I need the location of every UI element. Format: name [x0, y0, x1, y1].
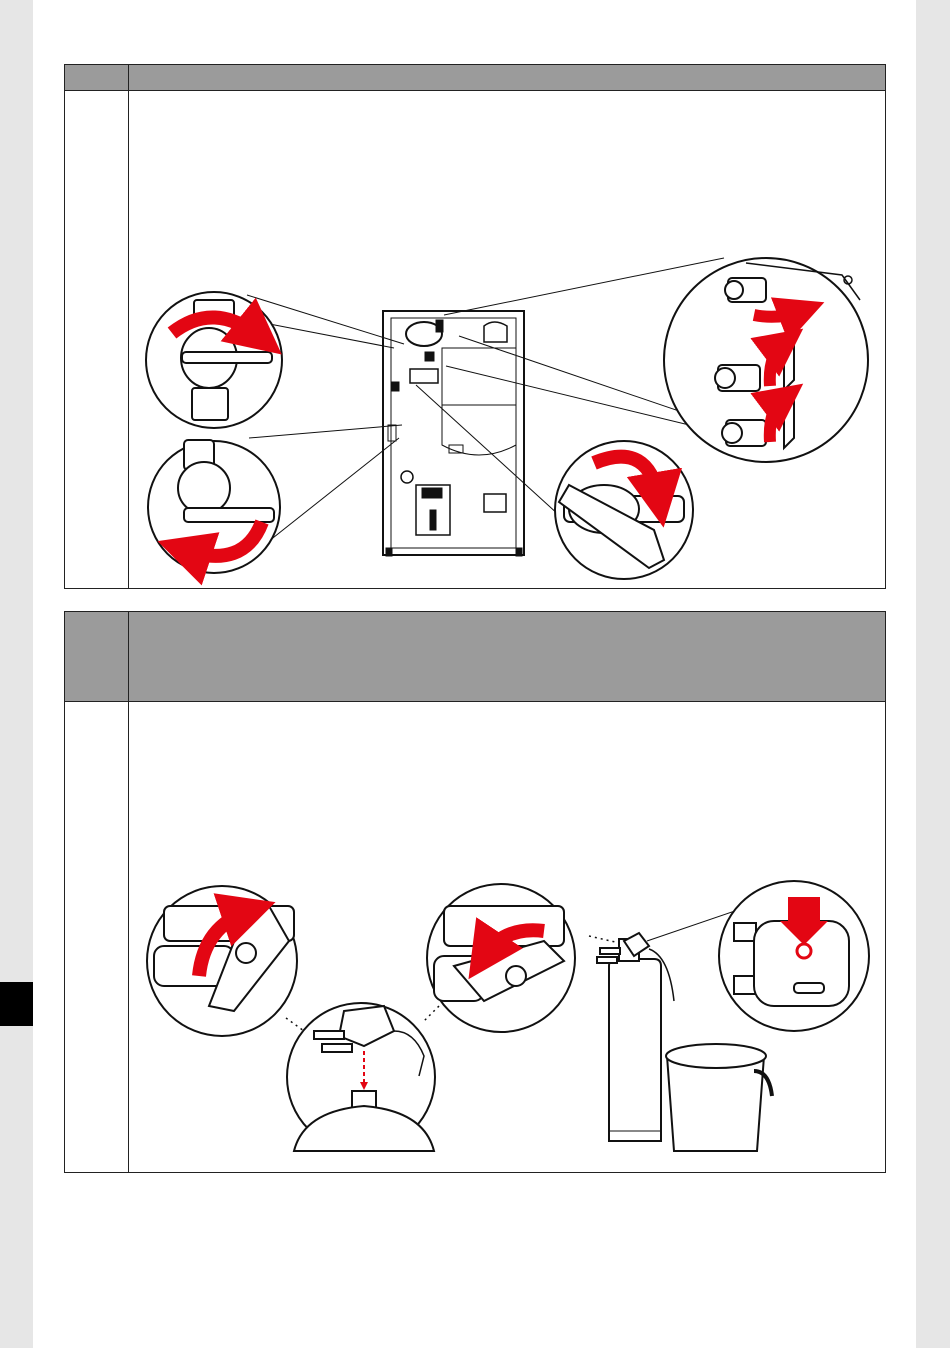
header-step-number-cell — [65, 65, 129, 90]
filter-illustration — [64, 701, 886, 1173]
zoom-push-button — [719, 881, 869, 1031]
table-body-1 — [65, 90, 885, 588]
zoom-connectors-right — [664, 258, 868, 462]
table-header-2 — [65, 612, 885, 702]
bucket — [666, 1044, 772, 1151]
zoom-valve-bottom-left — [148, 440, 280, 573]
instruction-table-1 — [64, 64, 886, 589]
zoom-lever-valve-right — [427, 884, 575, 1032]
instruction-table-2 — [64, 611, 886, 1173]
zoom-valve-top-left — [146, 292, 282, 428]
table-header-1 — [65, 65, 885, 91]
softener-tank — [597, 933, 674, 1141]
table-body-2 — [65, 701, 885, 1172]
chapter-tab — [0, 982, 33, 1026]
water-cabinet — [383, 311, 524, 556]
zoom-valve-bottom-right — [555, 441, 693, 579]
unit-illustration — [64, 90, 886, 588]
push-arrow-icon — [754, 311, 802, 317]
zoom-lever-valve-left — [147, 886, 297, 1036]
zoom-valve-head-on-tank — [287, 1003, 435, 1151]
header-step-number-cell — [65, 612, 129, 701]
